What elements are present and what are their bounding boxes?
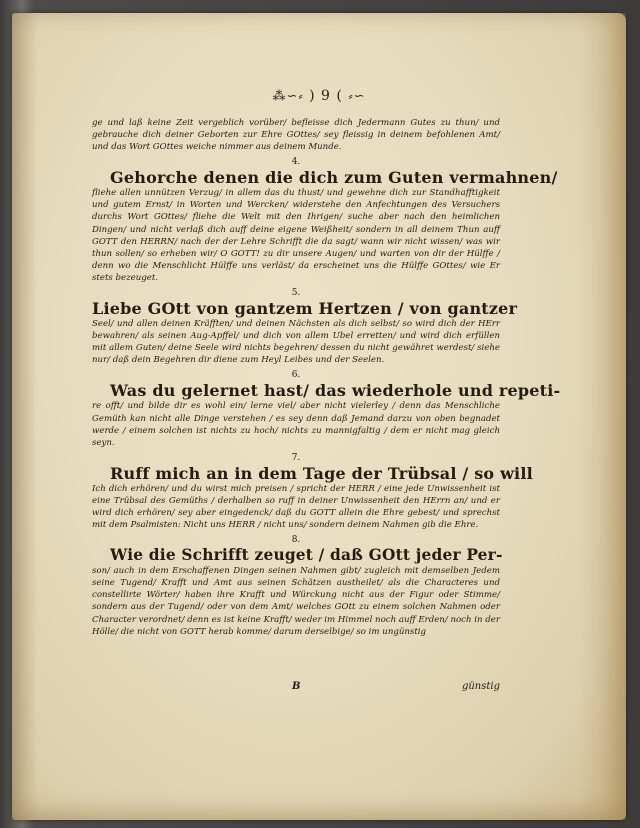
section-body-8: son/ auch in dem Erschaffenen Dingen seinen Nahmen gibt/ zugleich mit demselben Jedem seine Tugend/ Krafft und Amt aus seinen Schätzen austheilet/ als die Characteres und constellirte Wörter/ haben ihre Krafft und Würckung nicht aus der Figur oder Stimme/ sondern aus der Tugend/ oder von dem Amt/ welches GOtt zu einem solchen Nahmen oder Character verordnet/ denn es ist keine Krafft/ weder im Himmel noch auff Erden/ noch in der Hölle/ die nicht von GOTT herab komme/ darum derselbige/ so im ungünstig — [92, 566, 500, 637]
section-heading-7: Ruff mich an in dem Tage der Trübsal / so will — [110, 463, 533, 483]
section-number-4: 4. — [291, 157, 301, 168]
section-body-7: Ich dich erhören/ und du wirst mich preisen / spricht der HERR / eine jede Unwissenheit ist eine Trübsal des Gemüths / derhalben so ruff in deiner Unwissenheit den HErrn an/ und er wird dich erhören/ sey aber eingedenck/ daß du GOTT allein die Ehre gebest/ und sprechst mit dem Psalmisten: Nicht uns HERR / nicht uns/ sondern deinem Nahmen gib die Ehre. — [92, 483, 500, 531]
section-body-5: Seel/ und allen deinen Kräfften/ und deinen Nächsten als dich selbst/ so wird dich der HErr bewahren/ als seinen Aug-Apffel/ und dich von allem Ubel erretten/ und wird dich erfüllen mit allem Guten/ deine Seele wird nichts begehren/ dessen du nicht gewähret werdest/ siehe nur/ daß dein Begehren dir diene zum Heyl Leibes und der Seelen. — [92, 319, 500, 366]
section-heading-6: Was du gelernet hast/ das wiederhole und repeti- — [110, 381, 561, 401]
catchword: günstig — [461, 681, 500, 692]
header-ornament-right: ⸗∽ — [348, 89, 366, 104]
page-number: ) 9 ( — [309, 88, 343, 104]
section-heading-8: Wie die Schrifft zeuget / daß GOtt jeder Per- — [110, 546, 503, 565]
section-number-6: 6. — [291, 370, 301, 381]
page-header — [12, 88, 626, 104]
section-heading-5: Liebe GOtt von gantzem Hertzen / von gantzer — [92, 299, 518, 319]
page-footer — [92, 681, 500, 695]
header-ornament-left: ⁂∽⸗ — [272, 89, 304, 104]
section-number-8: 8. — [291, 535, 301, 546]
paragraph-continuation: ge und laß keine Zeit vergeblich vorüber/ befleisse dich Jedermann Gutes zu thun/ und gebrauche dich deiner Geborten zur Ehre GOttes/ sey fleissig in deinem befohlenen Amt/ und das Wort GOttes weiche nimmer aus deinem Munde. — [92, 118, 500, 153]
page-body — [92, 117, 561, 638]
section-body-6: re offt/ und bilde dir es wohl ein/ lerne viel/ aber nicht vielerley / denn das Menschliche Gemüth kan nicht alle Dinge verstehen / es sey denn daß Jemand darzu von oben begnadet werde / einem solchen ist nichts zu hoch/ nichts zu mannigfaltig / dem er nicht mag gleich seyn. — [92, 401, 500, 448]
signature-mark: B — [292, 681, 301, 692]
section-number-7: 7. — [291, 452, 301, 463]
section-heading-4: Gehorche denen die dich zum Guten vermahnen/ — [110, 168, 558, 188]
book-page — [12, 13, 626, 820]
section-body-4: fliehe allen unnützen Verzug/ in allem das du thust/ und gewehne dich zur Standhafftigkeit und gutem Ernst/ in Worten und Wercken/ widerstehe den Anfechtungen des Versuchers durchs Wort GOttes/ fliehe die Welt mit den Ihrigen/ suche aber nach den heimlichen Dingen/ und nicht verlaß dich auff deine eigene Weißheit/ sondern in all deinem Thun auff GOTT den HERRN/ nach der der Lehre Schrifft die da sagt/ wann wir nicht wissen/ was wir thun sollen/ so erheben wir/ O GOTT! zu dir unsere Augen/ und warten von dir der Hülffe / denn wo die Menschlicht Hülffe uns verläst/ da erscheinet uns die Hülffe GOttes/ wie Er stets bezeuget. — [92, 188, 500, 283]
section-number-5: 5. — [291, 288, 301, 299]
